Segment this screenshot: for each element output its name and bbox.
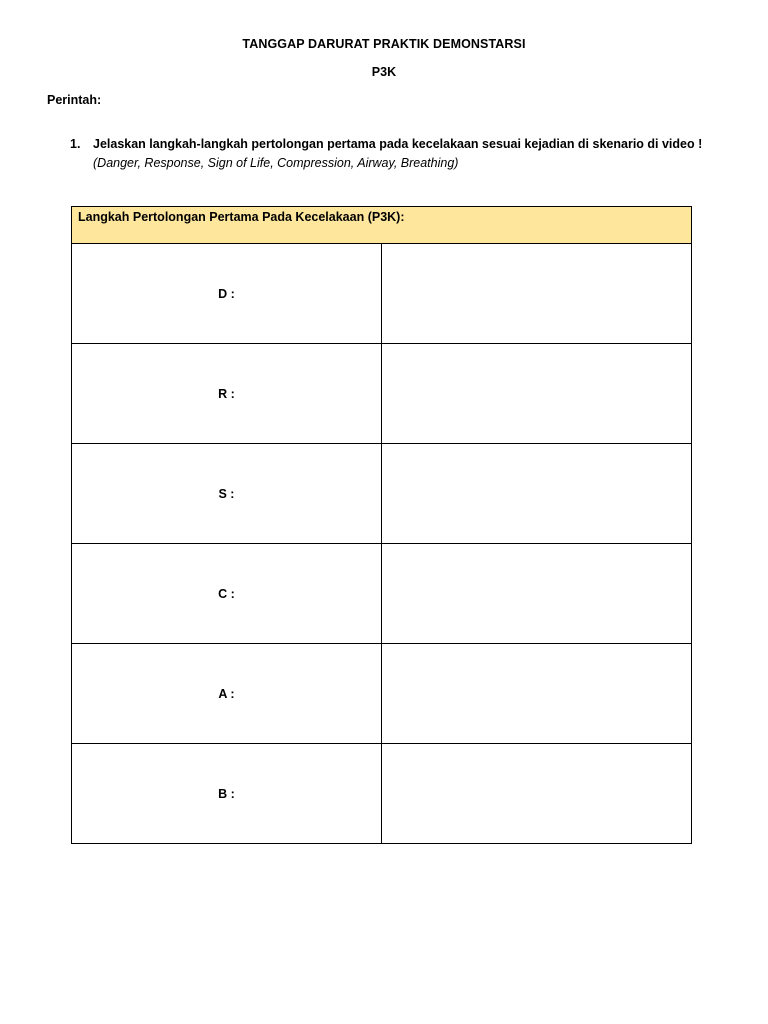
answer-cell-s[interactable] bbox=[382, 444, 692, 544]
answer-cell-d[interactable] bbox=[382, 244, 692, 344]
answer-cell-b[interactable] bbox=[382, 744, 692, 844]
row-label-d: D : bbox=[72, 244, 382, 344]
row-label-c: C : bbox=[72, 544, 382, 644]
row-label-b: B : bbox=[72, 744, 382, 844]
answer-cell-c[interactable] bbox=[382, 544, 692, 644]
table-header-row bbox=[72, 207, 692, 244]
document-subtitle: P3K bbox=[371, 65, 397, 79]
table-row bbox=[72, 744, 692, 844]
row-label-a: A : bbox=[72, 644, 382, 744]
table-row bbox=[72, 444, 692, 544]
table-row bbox=[72, 244, 692, 344]
p3k-steps-table bbox=[71, 206, 692, 844]
table-header: Langkah Pertolongan Pertama Pada Kecelakaan (P3K): bbox=[72, 207, 692, 244]
instruction-label: Perintah: bbox=[47, 93, 102, 107]
question-hint: (Danger, Response, Sign of Life, Compression, Airway, Breathing) bbox=[93, 156, 459, 170]
table-row bbox=[72, 644, 692, 744]
row-label-r: R : bbox=[72, 344, 382, 444]
question-text: Jelaskan langkah-langkah pertolongan pertama pada kecelakaan sesuai kejadian di skenario di video ! bbox=[93, 137, 703, 151]
table-row bbox=[72, 344, 692, 444]
question-number: 1. bbox=[70, 137, 81, 151]
document-title: TANGGAP DARURAT PRAKTIK DEMONSTARSI bbox=[242, 37, 526, 51]
row-label-s: S : bbox=[72, 444, 382, 544]
answer-cell-r[interactable] bbox=[382, 344, 692, 444]
table-row bbox=[72, 544, 692, 644]
answer-cell-a[interactable] bbox=[382, 644, 692, 744]
